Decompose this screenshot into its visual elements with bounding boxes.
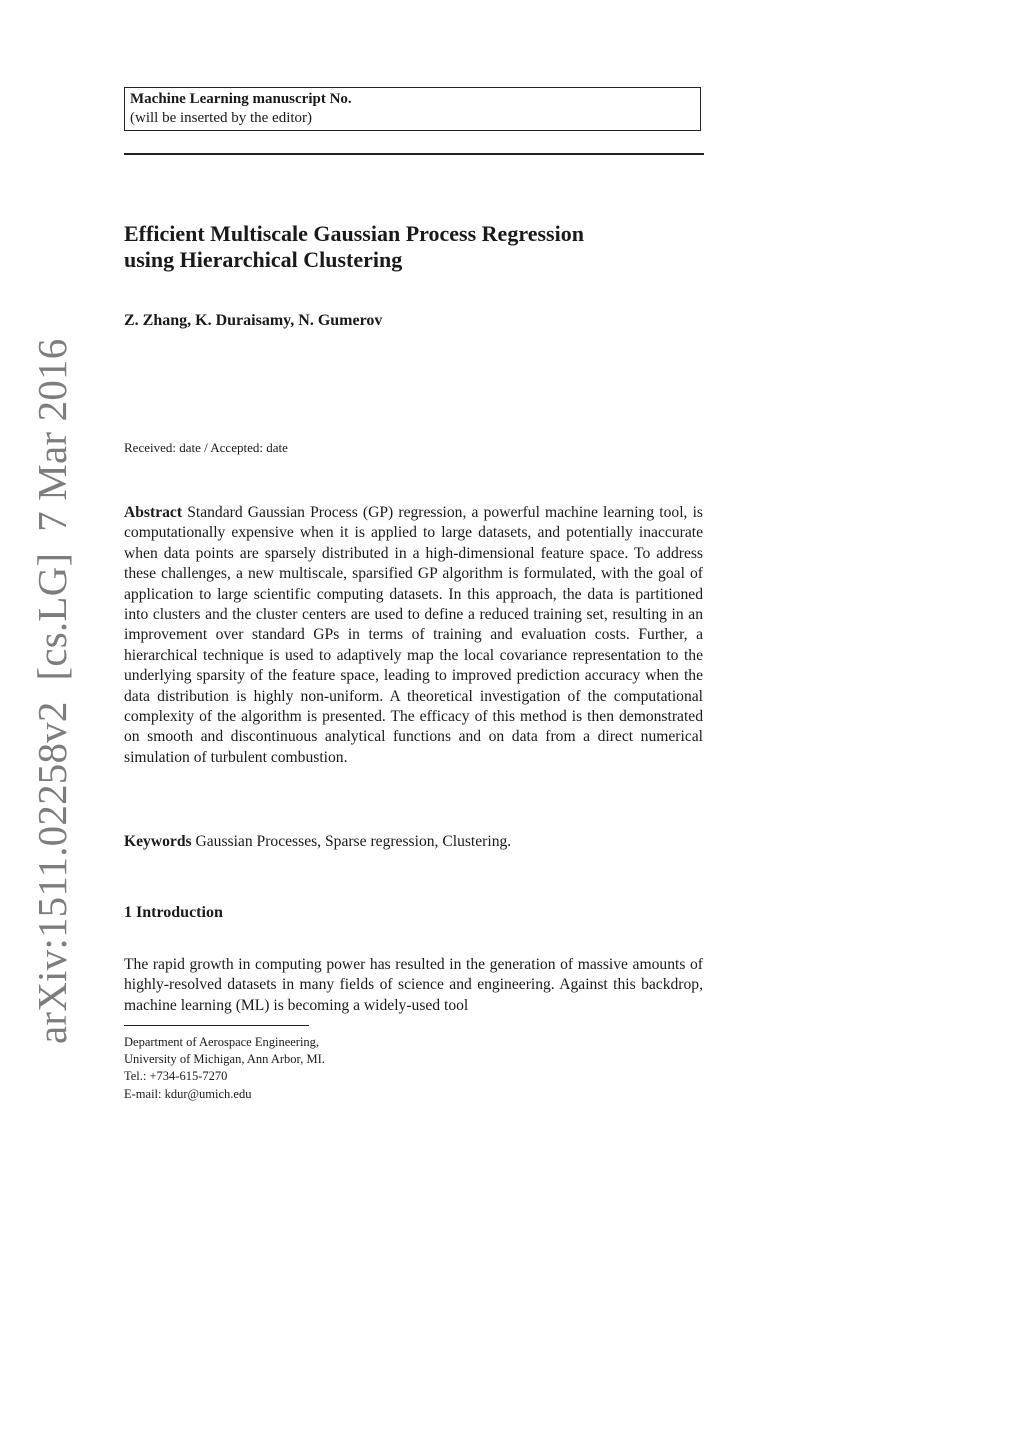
authors: Z. Zhang, K. Duraisamy, N. Gumerov [124,312,383,329]
introduction-text: The rapid growth in computing power has resulted in the generation of massive amounts of highly-resolved datasets in many fields of science and engineering. Against this backdrop, machine learning (ML) is becoming a widely-used tool [124,956,703,1014]
arxiv-stamp: arXiv:1511.02258v2 [cs.LG] 7 Mar 2016 [29,338,75,1044]
footnote-university: University of Michigan, Ann Arbor, MI. [124,1052,325,1067]
title-line-1: Efficient Multiscale Gaussian Process Regression [124,221,584,246]
abstract-text: Standard Gaussian Process (GP) regression, a powerful machine learning tool, is computationally expensive when it is applied to large datasets, and potentially inaccurate when data points are sparsely distributed in a high-dimensional feature space. To address these challenges, a new multiscale, sparsified GP algorithm is formulated, with the goal of application to large scientific computing datasets. In this approach, the data is partitioned into clusters and the cluster centers are used to define a reduced training set, resulting in an improvement over standard GPs in terms of training and evaluation costs. Further, a hierarchical technique is used to adaptively map the local covariance representation to the underlying sparsity of the feature space, leading to improved prediction accuracy when the data distribution is highly non-uniform. A theoretical investigation of the computational complexity of the algorithm is presented. The efficacy of this method is then demonstrated on smooth and discontinuous analytical functions and on data from a direct numerical simulation of turbulent combustion. [124,504,703,766]
editor-line: (will be inserted by the editor) [130,110,313,126]
abstract-label: Abstract [124,504,183,521]
footnote-rule [124,1025,309,1026]
paper-title [124,221,724,273]
section-heading-introduction: 1 Introduction [124,904,223,921]
journal-header-box [124,87,701,131]
received-date: Received: date / Accepted: date [124,440,288,455]
footnote [124,1034,325,1103]
journal-line: Machine Learning manuscript No. [130,91,352,107]
keywords-text: Gaussian Processes, Sparse regression, Clustering. [195,833,512,850]
abstract [124,503,703,768]
keywords-label: Keywords [124,833,192,850]
footnote-tel: Tel.: +734-615-7270 [124,1069,228,1084]
footnote-department: Department of Aerospace Engineering, [124,1035,320,1049]
footnote-email: E-mail: kdur@umich.edu [124,1086,252,1101]
header-rule [124,153,704,155]
title-line-2: using Hierarchical Clustering [124,247,403,272]
keywords [124,833,703,851]
